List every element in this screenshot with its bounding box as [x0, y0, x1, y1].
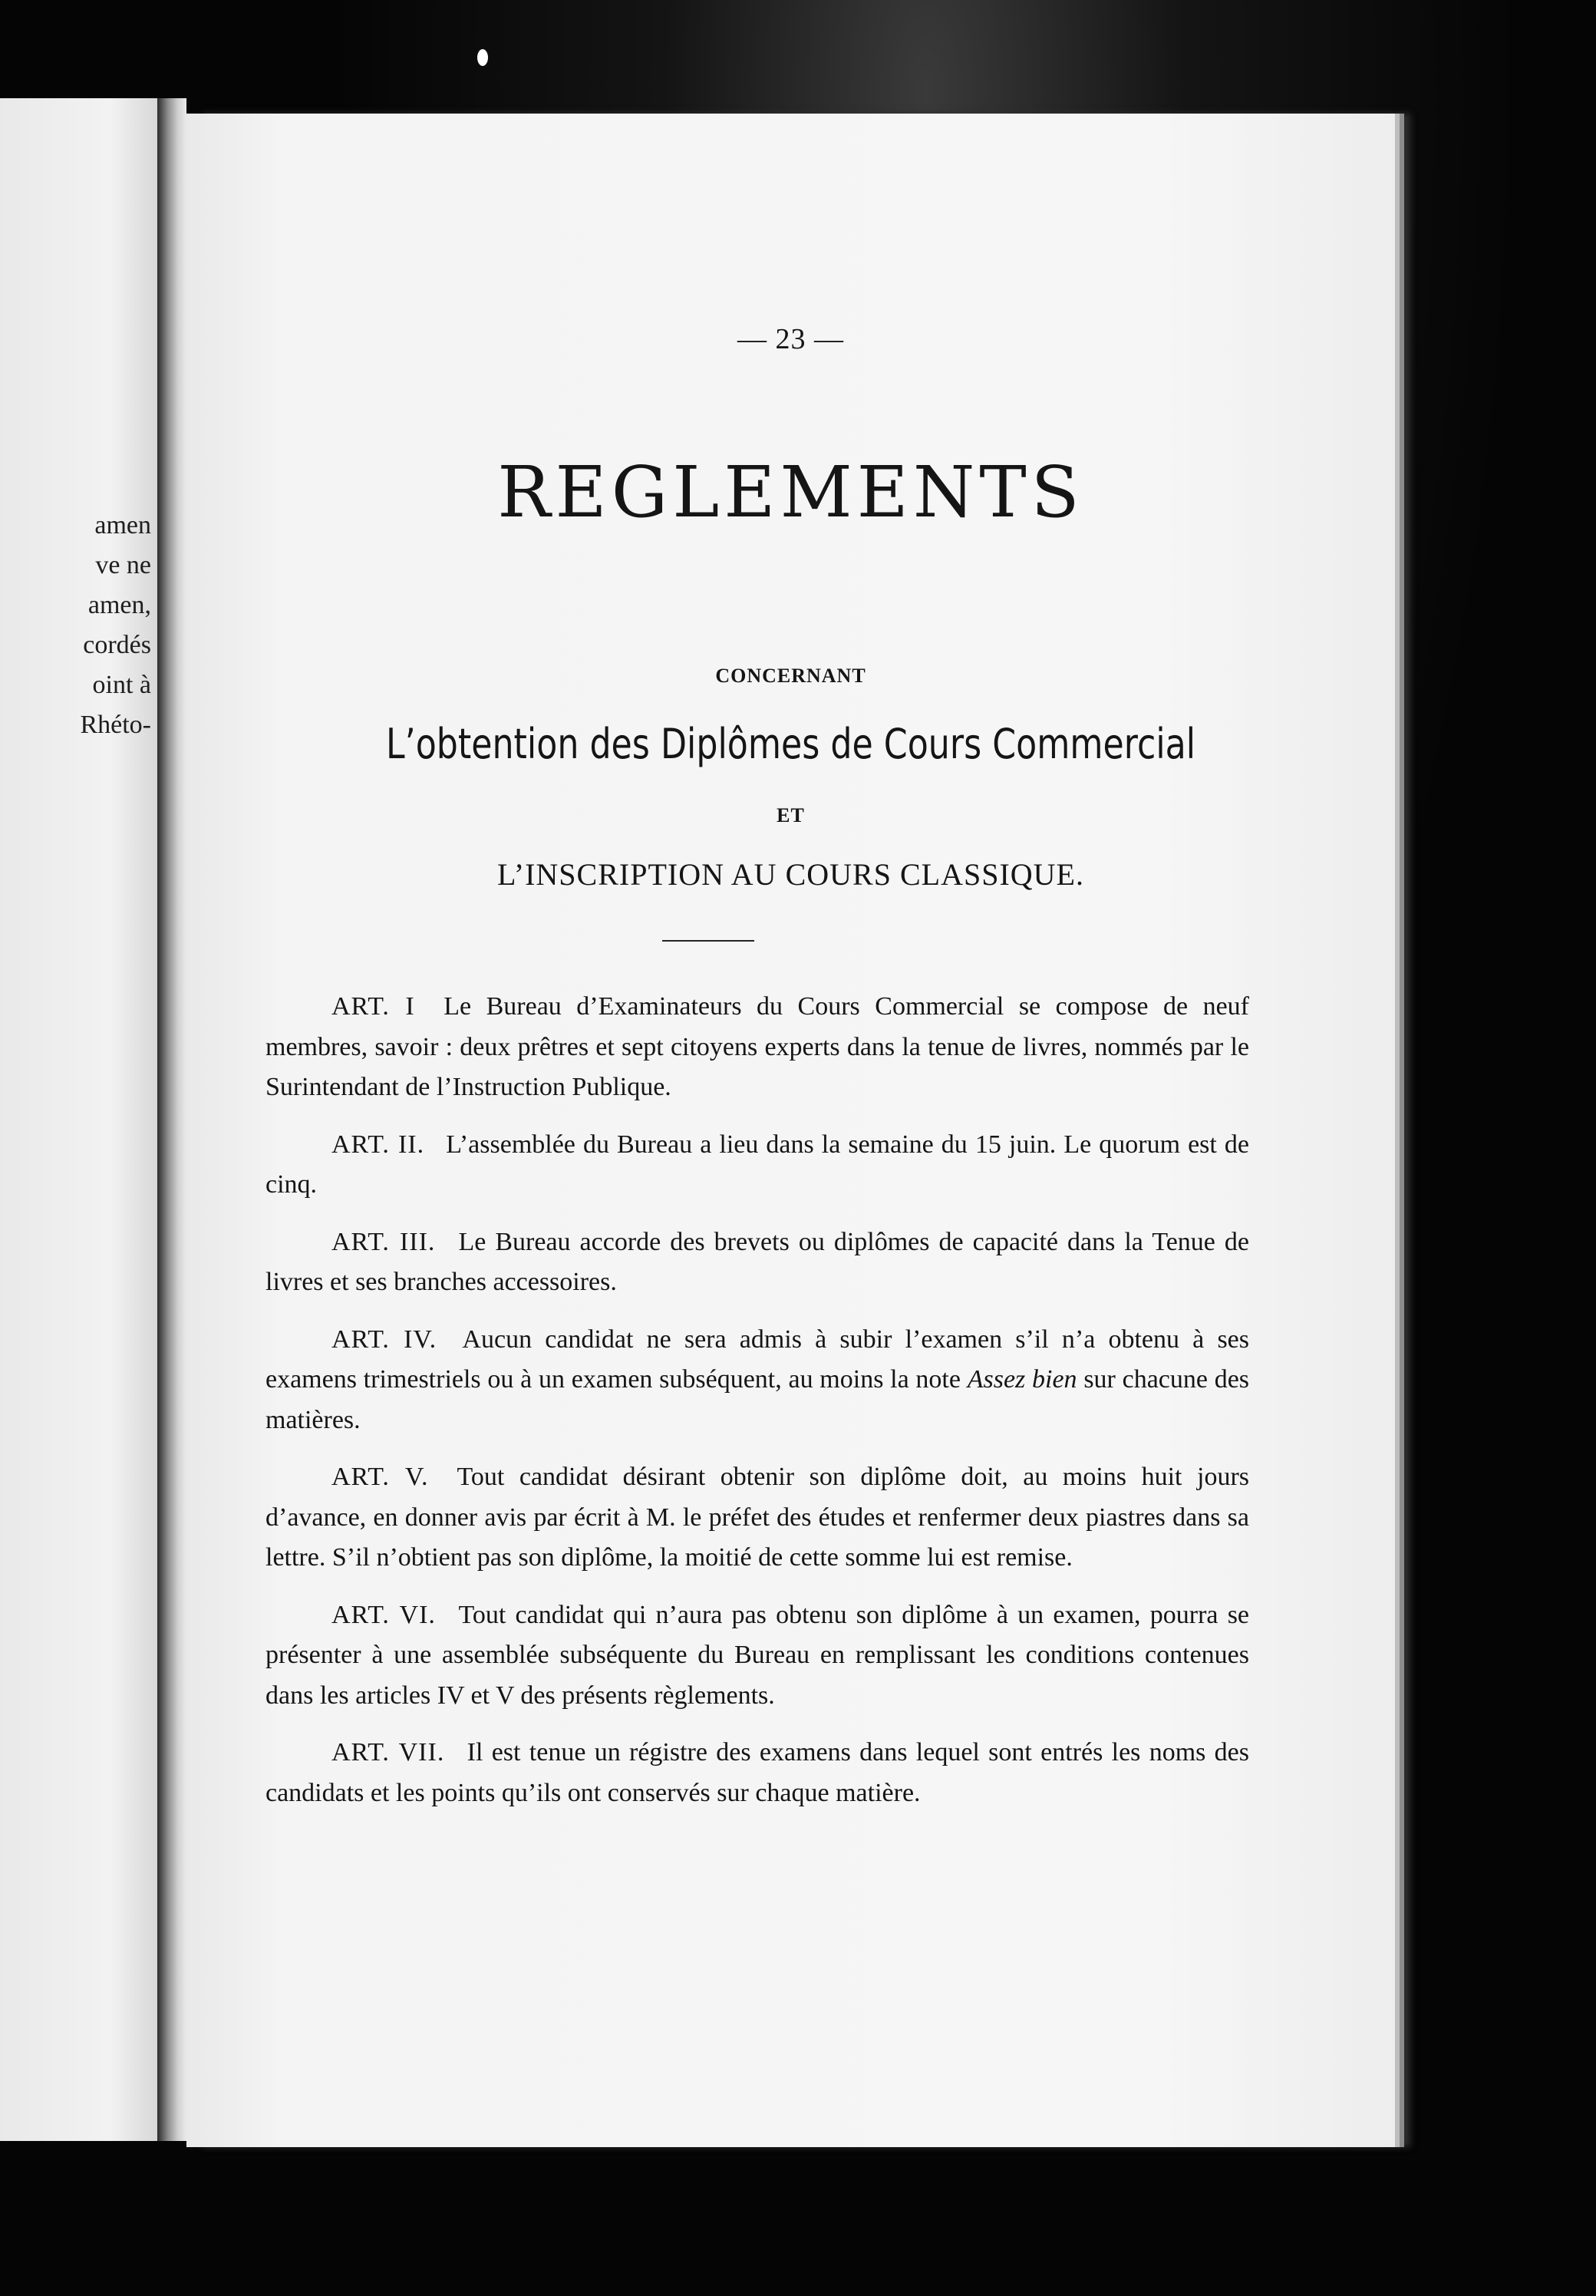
page-number: — 23 —	[737, 323, 844, 355]
article-label: ART. VI.	[331, 1600, 436, 1629]
page-title: REGLEMENTS	[497, 451, 1084, 533]
article-label: ART. III.	[331, 1227, 436, 1256]
article-text: L’assemblée du Bureau a lieu dans la semaine du 15 juin. Le quorum est de cinq.	[265, 1130, 1249, 1199]
article-label: ART. IV.	[331, 1324, 437, 1354]
articles-list	[265, 987, 1249, 1830]
previous-page-line: amen,	[87, 591, 151, 619]
article-emphasis: Assez bien	[967, 1365, 1077, 1394]
previous-page-edge	[0, 98, 157, 2141]
article-3	[265, 1222, 1249, 1303]
article-text: Aucun candidat ne sera admis à subir l’examen s’il n’a obtenu à ses examens trimestriels ou à un examen subséquent, au moins la note	[265, 1324, 1249, 1394]
article-text: sur chacune des matières.	[265, 1365, 1250, 1434]
previous-page-line: Rhéto-	[80, 711, 151, 739]
inscription-heading: L’INSCRIPTION AU COURS CLASSIQUE.	[497, 857, 1084, 892]
article-2	[265, 1125, 1249, 1206]
article-label: ART. V.	[331, 1463, 429, 1491]
previous-page-line: oint à	[92, 671, 151, 699]
article-text: Tout candidat qui n’aura pas obtenu son diplôme à un examen, pourra se présenter à une assemblée subséquente du Bureau en remplissant les conditions contenues dans les articles IV et V des présents règlements.	[265, 1600, 1250, 1710]
book-spine	[157, 98, 186, 2141]
subtitle: L’obtention des Diplômes de Cours Commercial	[385, 720, 1196, 768]
article-text: Le Bureau d’Examinateurs du Cours Commercial se compose de neuf membres, savoir : deux prêtres et sept citoyens experts dans la tenue de livres, nommés par le Surintendant de l’Instruction Publique.	[265, 992, 1249, 1101]
previous-page-line: amen	[94, 511, 151, 539]
article-4	[265, 1320, 1249, 1441]
article-text: Le Bureau accorde des brevets ou diplômes de capacité dans la Tenue de livres et ses branches accessoires.	[265, 1227, 1250, 1296]
section-divider	[662, 940, 754, 942]
previous-page-line: ve ne	[95, 551, 151, 579]
article-6	[265, 1595, 1249, 1717]
article-text: Il est tenue un régistre des examens dans lequel sont entrés les noms des candidats et les points qu’ils ont conservés sur chaque matière.	[265, 1738, 1249, 1807]
document-page	[186, 114, 1395, 2147]
article-label: ART. I	[331, 992, 415, 1021]
film-speck	[477, 49, 488, 66]
article-label: ART. VII.	[331, 1738, 445, 1767]
et-line: ET	[777, 804, 805, 826]
article-text: Tout candidat désirant obtenir son diplôme doit, au moins huit jours d’avance, en donner avis par écrit à M. le préfet des études et renfermer deux piastres dans sa lettre. S’il n’obtient pas son diplôme, la moitié de cette somme lui est remise.	[265, 1463, 1250, 1572]
concernant-line: CONCERNANT	[715, 665, 866, 687]
article-1	[265, 987, 1249, 1108]
article-5	[265, 1457, 1249, 1578]
article-label: ART. II.	[331, 1130, 425, 1159]
article-7	[265, 1733, 1249, 1813]
previous-page-line: cordés	[83, 631, 151, 659]
